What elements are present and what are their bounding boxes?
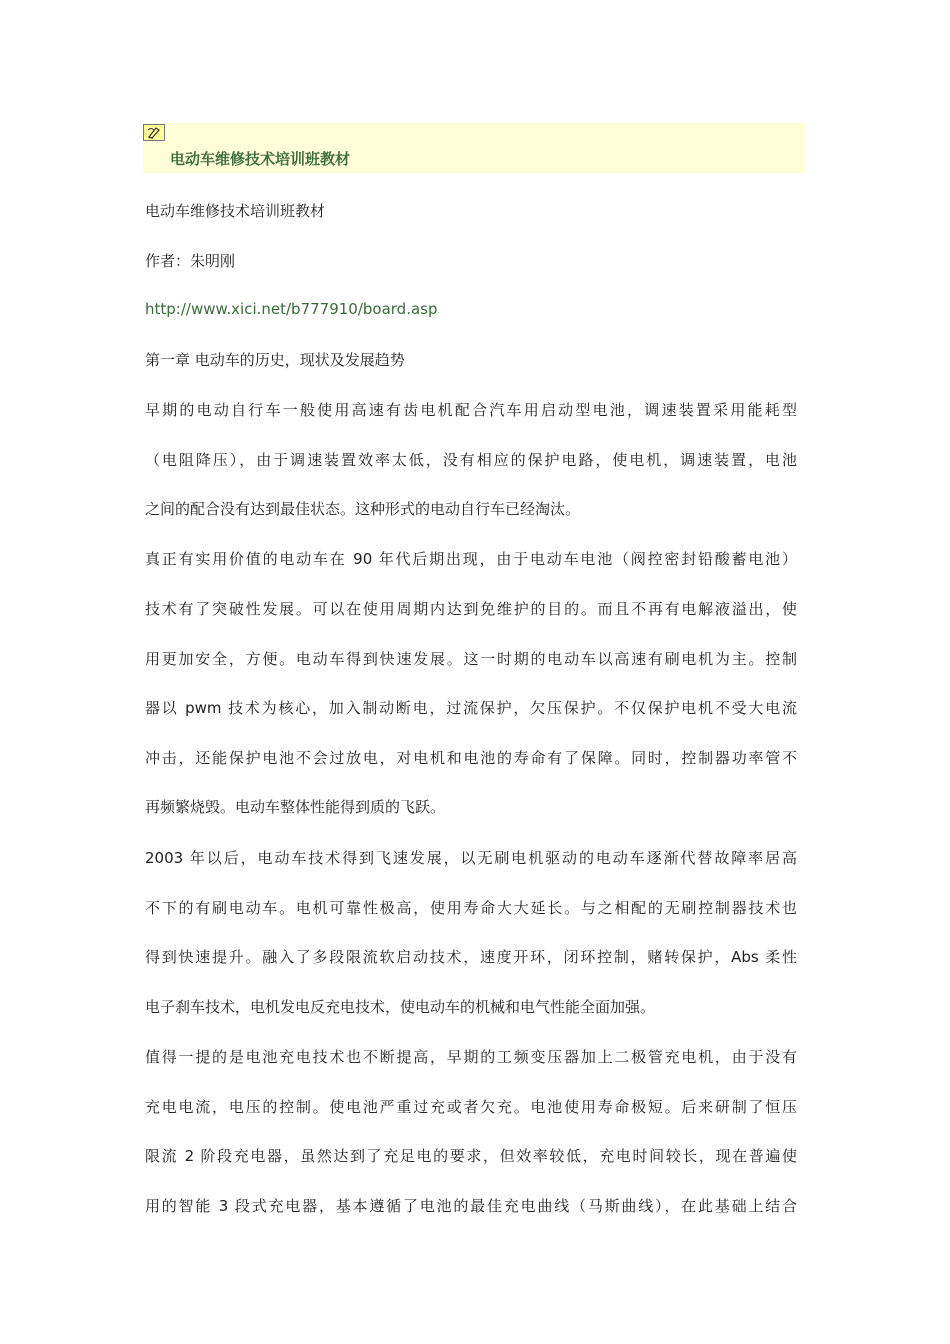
paragraph-line: 电子刹车技术，电机发电反充电技术，使电动车的机械和电气性能全面加强。 [145,998,656,1016]
paragraph-line: （电阻降压），由于调速装置效率太低，没有相应的保护电路，使电机，调速装置，电池 [145,451,797,469]
paragraph-line: 冲击，还能保护电池不会过放电，对电机和电池的寿命有了保障。同时，控制器功率管不 [145,749,797,767]
paragraph-line: 器以 pwm 技术为核心，加入制动断电，过流保护，欠压保护。不仅保护电机不受大电流 [145,699,797,717]
paragraph-line: 限流 2 阶段充电器，虽然达到了充足电的要求，但效率较低，充电时间较长，现在普遍使 [145,1147,797,1165]
paragraph-line: 用的智能 3 段式充电器，基本遵循了电池的最佳充电曲线（马斯曲线），在此基础上结合 [145,1197,797,1215]
paragraph-line: 2003 年以后，电动车技术得到飞速发展，以无刷电机驱动的电动车逐渐代替故障率居高 [145,849,797,867]
paragraph-line: 不下的有刷电动车。电机可靠性极高，使用寿命大大延长。与之相配的无刷控制器技术也 [145,899,797,917]
paragraph-line: 早期的电动自行车一般使用高速有齿电机配合汽车用启动型电池，调速装置采用能耗型 [145,401,797,419]
paragraph-line: 值得一提的是电池充电技术也不断提高，早期的工频变压器加上二极管充电机，由于没有 [145,1048,797,1066]
paragraph-line: 充电电流，电压的控制。使电池严重过充或者欠充。电池使用寿命极短。后来研制了恒压 [145,1098,797,1116]
paragraph-line: 再频繁烧毁。电动车整体性能得到质的飞跃。 [145,798,446,816]
paragraph-line: 之间的配合没有达到最佳状态。这种形式的电动自行车已经淘汰。 [145,500,581,518]
source-link[interactable]: http://www.xici.net/b777910/board.asp [145,300,438,318]
chapter-heading: 第一章 电动车的历史，现状及发展趋势 [145,351,405,369]
note-pencil-icon [143,124,165,141]
document-subtitle: 电动车维修技术培训班教材 [145,202,326,220]
paragraph-line: 真正有实用价值的电动车在 90 年代后期出现，由于电动车电池（阀控密封铅酸蓄电池） [145,550,797,568]
article-title: 电动车维修技术培训班教材 [170,150,351,168]
paragraph-line: 技术有了突破性发展。可以在使用周期内达到免维护的目的。而且不再有电解液溢出，使 [145,600,797,618]
author-line: 作者：朱明刚 [145,252,236,270]
paragraph-line: 用更加安全，方便。电动车得到快速发展。这一时期的电动车以高速有刷电机为主。控制 [145,650,797,668]
paragraph-line: 得到快速提升。融入了多段限流软启动技术，速度开环，闭环控制，赌转保护，Abs 柔性 [145,948,797,966]
